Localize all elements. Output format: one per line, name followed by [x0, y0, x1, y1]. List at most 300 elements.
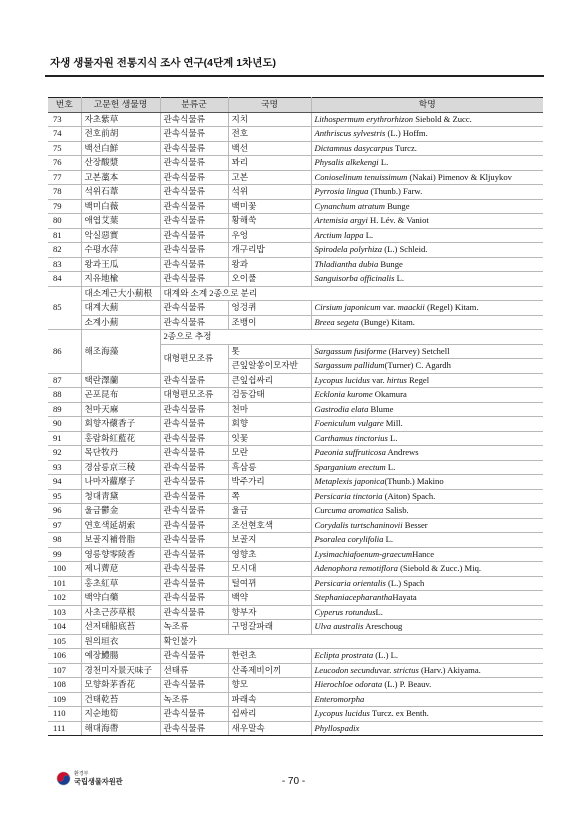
taxon-name-italic: Cyperus rotundus: [314, 606, 376, 617]
row-number: 90: [48, 417, 81, 432]
taxon-author: (Bunge) Kitam.: [358, 316, 415, 327]
scientific-name: [311, 576, 543, 591]
scientific-name: [311, 460, 543, 475]
row-number: 108: [48, 678, 81, 693]
old-literature-name: 택란澤蘭: [81, 373, 160, 388]
remark: 확인불가: [160, 634, 543, 649]
header-scientific-name: 학명: [311, 98, 543, 113]
row-number: 86: [48, 330, 81, 374]
scientific-name: [311, 605, 543, 620]
taxon-name-italic: Anthriscus sylvestris: [314, 128, 386, 139]
taxon-group: 관속식물류: [160, 156, 228, 171]
taxon-group: 선태류: [160, 663, 228, 678]
table-row: [48, 663, 543, 678]
scientific-name: [311, 562, 543, 577]
korean-name: 새우말속: [228, 721, 311, 736]
taxon-author: (L.) Spach: [385, 577, 425, 588]
korean-name: 박주가리: [228, 475, 311, 490]
table-row: [48, 504, 543, 519]
korean-name: 모시대: [228, 562, 311, 577]
taxon-author: L.: [394, 273, 405, 284]
taxon-group: 관속식물류: [160, 446, 228, 461]
table-row: [48, 402, 543, 417]
taxon-author: (Regel) Kitam.: [424, 302, 479, 313]
taxon-group: 관속식물류: [160, 605, 228, 620]
taxon-name-italic: Persicaria tinctoria: [314, 490, 383, 501]
korean-name: 황해쑥: [228, 214, 311, 229]
old-literature-name: 청대靑黛: [81, 489, 160, 504]
taxon-author: var.: [378, 664, 394, 675]
taxon-group: 관속식물류: [160, 417, 228, 432]
table-row: [48, 272, 543, 287]
old-literature-name: 영릉향零陵香: [81, 547, 160, 562]
table-row: [48, 257, 543, 272]
taxon-author: (L.) Hoffm.: [385, 128, 428, 139]
scientific-name: [311, 141, 543, 156]
table-row: [48, 330, 543, 345]
taxon-group: 대형편모조류: [160, 388, 228, 403]
korean-name: 석위: [228, 185, 311, 200]
taxon-group: 관속식물류: [160, 112, 228, 127]
table-header: [48, 98, 543, 113]
table-row: [48, 199, 543, 214]
table-row: [48, 315, 543, 330]
table-row: [48, 649, 543, 664]
institute-name: 국립생물자원관: [74, 777, 123, 786]
taxon-author: L.: [385, 461, 396, 472]
row-number: 73: [48, 112, 81, 127]
scientific-name: [311, 388, 543, 403]
scientific-name: [311, 243, 543, 258]
taxon-group: 관속식물류: [160, 678, 228, 693]
row-number: 107: [48, 663, 81, 678]
old-literature-name: 목단牧丹: [81, 446, 160, 461]
table-row: [48, 373, 543, 388]
row-number: 78: [48, 185, 81, 200]
scientific-name: [311, 721, 543, 736]
taxon-group: 관속식물류: [160, 257, 228, 272]
taxon-name-italic: Physalis alkekengi: [314, 157, 379, 168]
row-number: 79: [48, 199, 81, 214]
taxon-author: Regel: [406, 374, 430, 385]
scientific-name: [311, 373, 543, 388]
taxon-group: 관속식물류: [160, 562, 228, 577]
row-number: 75: [48, 141, 81, 156]
taxon-author: var.: [369, 374, 387, 385]
korean-name: 향모: [228, 678, 311, 693]
table-row: [48, 460, 543, 475]
table-row: [48, 228, 543, 243]
taxon-group: 관속식물류: [160, 576, 228, 591]
old-literature-name: 해대海帶: [81, 721, 160, 736]
taxon-name-italic: Lycopus lucidus: [314, 374, 370, 385]
taxon-name-italic: Sparganium erectum: [314, 461, 386, 472]
taxon-group: 관속식물류: [160, 315, 228, 330]
taxon-group: 관속식물류: [160, 373, 228, 388]
korean-name: 쪽: [228, 489, 311, 504]
table-row: [48, 388, 543, 403]
taxon-group: 관속식물류: [160, 431, 228, 446]
korean-name: 털여뀌: [228, 576, 311, 591]
taxon-group: 관속식물류: [160, 489, 228, 504]
taxon-author: Andrews: [385, 447, 419, 458]
taxon-name-italic: Metaplexis japonica: [314, 476, 385, 487]
taxon-author: Bunge: [384, 200, 410, 211]
taxon-name-italic: Leucodon secundu: [314, 664, 379, 675]
old-literature-name: 해조海藻: [81, 330, 160, 374]
korean-name: 톳: [228, 344, 311, 359]
old-literature-name: 대소계근大小薊根: [81, 286, 160, 301]
taxon-name-italic: Adenophora remotiflora: [314, 563, 398, 574]
old-literature-name: 건태乾苔: [81, 692, 160, 707]
species-table: [48, 97, 543, 736]
table-row: [48, 214, 543, 229]
table-row: [48, 562, 543, 577]
table-row: [48, 591, 543, 606]
old-literature-name: 백미白薇: [81, 199, 160, 214]
taxon-group: 녹조류: [160, 620, 228, 635]
scientific-name: [311, 533, 543, 548]
row-number: 106: [48, 649, 81, 664]
korean-name: 왕과: [228, 257, 311, 272]
old-literature-name: 지순地筍: [81, 707, 160, 722]
scientific-name: [311, 156, 543, 171]
taxon-author: (Aiton) Spach.: [382, 490, 436, 501]
table-row: [48, 243, 543, 258]
old-literature-name: 홍람화紅藍花: [81, 431, 160, 446]
row-number: 91: [48, 431, 81, 446]
old-literature-name: 회향자蘹香子: [81, 417, 160, 432]
taxon-group: 녹조류: [160, 692, 228, 707]
taxon-author: Areschoug: [363, 621, 403, 632]
row-number: 103: [48, 605, 81, 620]
taxon-author: L.: [363, 229, 374, 240]
taxon-name-italic: Stephaniacepharantha: [314, 592, 393, 603]
taxon-group: 관속식물류: [160, 228, 228, 243]
korean-name: 조뱅이: [228, 315, 311, 330]
header-number: 번호: [48, 98, 81, 113]
scientific-name: [311, 402, 543, 417]
table-row: [48, 417, 543, 432]
old-literature-name: 지유地楡: [81, 272, 160, 287]
korean-name: 검둥감태: [228, 388, 311, 403]
taxon-author: Besser: [402, 519, 428, 530]
row-number: 85: [48, 286, 81, 330]
taxon-author: (Thunb.) Makino: [384, 476, 444, 487]
table-row: [48, 489, 543, 504]
taxon-group: 관속식물류: [160, 475, 228, 490]
korean-name: 개구리밥: [228, 243, 311, 258]
scientific-name: [311, 692, 543, 707]
scientific-name: [311, 127, 543, 142]
scientific-name: [311, 214, 543, 229]
taxon-author: Hance: [412, 548, 435, 559]
old-literature-name: 연호색延胡索: [81, 518, 160, 533]
taxon-name-italic: Foeniculum vulgare: [314, 418, 384, 429]
row-number: 105: [48, 634, 81, 649]
korean-name: 잇꽃: [228, 431, 311, 446]
korean-name: 큰잎쉽싸리: [228, 373, 311, 388]
table-row: [48, 431, 543, 446]
header-taxon-group: 분류군: [160, 98, 228, 113]
korean-name: 쉽싸리: [228, 707, 311, 722]
scientific-name: [311, 199, 543, 214]
table-row: [48, 170, 543, 185]
korean-name: 큰잎알쏭이모자반: [228, 359, 311, 374]
table-row: [48, 156, 543, 171]
scientific-name: [311, 518, 543, 533]
taxon-group: 관속식물류: [160, 141, 228, 156]
korean-name: 흑삼릉: [228, 460, 311, 475]
korean-name: 백약: [228, 591, 311, 606]
taxon-name-italic: Cirsium japonicum: [314, 302, 381, 313]
taxon-name-italic: Sargassum pallidum: [314, 360, 385, 371]
korean-name: 구멍갈파래: [228, 620, 311, 635]
taxon-group: 관속식물류: [160, 170, 228, 185]
old-literature-name: 모향화茅香花: [81, 678, 160, 693]
korean-name: 조선현호색: [228, 518, 311, 533]
scientific-name: [311, 301, 543, 316]
taxon-author: (Nakai) Pimenov & Kljuykov: [407, 171, 512, 182]
korean-name: 영향초: [228, 547, 311, 562]
taxon-author: Okamura: [372, 389, 407, 400]
taxon-name-italic: Artemisia argyi: [314, 215, 368, 226]
old-literature-name: 백선白鮮: [81, 141, 160, 156]
scientific-name: [311, 257, 543, 272]
old-literature-name: 곤포昆布: [81, 388, 160, 403]
taxon-name-italic: Thladiantha dubia: [314, 258, 379, 269]
row-number: 76: [48, 156, 81, 171]
row-number: 101: [48, 576, 81, 591]
row-number: 92: [48, 446, 81, 461]
old-literature-name: 보골지補骨脂: [81, 533, 160, 548]
row-number: 74: [48, 127, 81, 142]
scientific-name: [311, 475, 543, 490]
scientific-name: [311, 547, 543, 562]
old-literature-name: 백약白藥: [81, 591, 160, 606]
taxon-author: (Siebold & Zucc.) Miq.: [397, 563, 482, 574]
scientific-name: [311, 591, 543, 606]
scientific-name: [311, 417, 543, 432]
korean-name: 지치: [228, 112, 311, 127]
taxon-name-italic: Phyllospadix: [314, 722, 360, 733]
korean-name: 산족제비이끼: [228, 663, 311, 678]
table-row: [48, 185, 543, 200]
title-divider: [45, 75, 544, 77]
remark: 대계와 소계 2종으로 분리: [160, 286, 543, 301]
taxon-name-italic: strictus: [393, 664, 419, 675]
taxon-group: 관속식물류: [160, 707, 228, 722]
taxon-name-italic: Paeonia suffruticosa: [314, 447, 386, 458]
taxon-author: (Turner) C. Agardh: [384, 360, 451, 371]
row-number: 110: [48, 707, 81, 722]
row-number: 77: [48, 170, 81, 185]
taxon-group: 관속식물류: [160, 185, 228, 200]
table-row: [48, 605, 543, 620]
korean-name: 향부자: [228, 605, 311, 620]
row-number: 88: [48, 388, 81, 403]
table-row: [48, 475, 543, 490]
taxon-name-italic: Cynanchum atratum: [314, 200, 385, 211]
taxon-name-italic: Lithospermum erythrorhizon: [314, 113, 414, 124]
korean-name: 파래속: [228, 692, 311, 707]
taxon-name-italic: Persicaria orientalis: [314, 577, 386, 588]
taxon-name-italic: Sanguisorba officinalis: [314, 273, 395, 284]
scientific-name: [311, 707, 543, 722]
row-number: 81: [48, 228, 81, 243]
scientific-name: [311, 185, 543, 200]
old-literature-name: 경삼릉京三稜: [81, 460, 160, 475]
old-literature-name: 악실惡實: [81, 228, 160, 243]
scientific-name: [311, 315, 543, 330]
taxon-group: 관속식물류: [160, 649, 228, 664]
taxon-group: 관속식물류: [160, 547, 228, 562]
table-row: [48, 446, 543, 461]
row-number: 97: [48, 518, 81, 533]
scientific-name: [311, 678, 543, 693]
old-literature-name: 자초紫草: [81, 112, 160, 127]
table-row: [48, 112, 543, 127]
korean-name: 오이풀: [228, 272, 311, 287]
taxon-group: 관속식물류: [160, 504, 228, 519]
taxon-author: Mill.: [383, 418, 403, 429]
table-row: [48, 620, 543, 635]
row-number: 84: [48, 272, 81, 287]
taxon-name-italic: Dictamnus dasycarpus: [314, 142, 394, 153]
korean-name: 백미꽃: [228, 199, 311, 214]
taxon-name-italic: Pyrrosia lingua: [314, 186, 369, 197]
table-header-row: [48, 98, 543, 113]
scientific-name: [311, 170, 543, 185]
taxon-name-italic: Lycopus lucidus: [314, 708, 370, 719]
row-number: 109: [48, 692, 81, 707]
scientific-name: [311, 228, 543, 243]
scientific-name: [311, 663, 543, 678]
table-row: [48, 576, 543, 591]
taxon-author: (Thunb.) Farw.: [368, 186, 423, 197]
row-number: 89: [48, 402, 81, 417]
taxon-group: 관속식물류: [160, 127, 228, 142]
taxon-group: 관속식물류: [160, 272, 228, 287]
taxon-group: 관속식물류: [160, 460, 228, 475]
taxon-author: (Harv.) Akiyama.: [418, 664, 481, 675]
korean-name: 전호: [228, 127, 311, 142]
korean-name: 꽈리: [228, 156, 311, 171]
old-literature-name: 경천미자景天味子: [81, 663, 160, 678]
taxon-name-italic: Lysimachiafoenum-graecum: [314, 548, 413, 559]
old-literature-name: 선저태船底苔: [81, 620, 160, 635]
row-number: 99: [48, 547, 81, 562]
taxon-name-italic: hirtus: [386, 374, 407, 385]
old-literature-name: 고본藁本: [81, 170, 160, 185]
table-row: [48, 721, 543, 736]
scientific-name: [311, 504, 543, 519]
row-number: 111: [48, 721, 81, 736]
row-number: 96: [48, 504, 81, 519]
taxon-name-italic: Gastrodia elata: [314, 403, 369, 414]
taxon-name-italic: maackii: [397, 302, 425, 313]
row-number: 83: [48, 257, 81, 272]
row-number: 98: [48, 533, 81, 548]
korean-name: 보골지: [228, 533, 311, 548]
table-row: [48, 141, 543, 156]
taxon-author: Turcz.: [393, 142, 417, 153]
old-literature-name: 천마天麻: [81, 402, 160, 417]
row-number: 100: [48, 562, 81, 577]
table-row: [48, 678, 543, 693]
korean-name: 우엉: [228, 228, 311, 243]
scientific-name: [311, 649, 543, 664]
taxon-author: Salisb.: [383, 505, 409, 516]
taxon-author: Turcz. ex Benth.: [369, 708, 429, 719]
table-row: [48, 634, 543, 649]
korean-name: 울금: [228, 504, 311, 519]
row-number: 95: [48, 489, 81, 504]
taxon-author: H. Lév. & Vaniot: [367, 215, 429, 226]
taxon-group: 관속식물류: [160, 518, 228, 533]
korean-name: 천마: [228, 402, 311, 417]
scientific-name: [311, 272, 543, 287]
row-number: 94: [48, 475, 81, 490]
taxon-name-italic: Hierochloe odorata: [314, 679, 383, 690]
row-number: 82: [48, 243, 81, 258]
taxon-name-italic: Arctium lappa: [314, 229, 364, 240]
taxon-name-italic: Corydalis turtschaninovii: [314, 519, 403, 530]
table-row: [48, 533, 543, 548]
taxon-group: 관속식물류: [160, 301, 228, 316]
taxon-name-italic: Eclipta prostrata: [314, 650, 374, 661]
taxon-name-italic: Carthamus tinctorius: [314, 432, 388, 443]
scientific-name: [311, 431, 543, 446]
taxon-name-italic: Sargassum fusiforme: [314, 345, 387, 356]
korean-name: 한련초: [228, 649, 311, 664]
taxon-name-italic: Spirodela polyrhiza: [314, 244, 383, 255]
taxon-author: L.: [375, 606, 383, 617]
table-row: [48, 707, 543, 722]
old-literature-name: 나마자蘿摩子: [81, 475, 160, 490]
table-body: [48, 112, 543, 736]
old-literature-name: 석위石葦: [81, 185, 160, 200]
taxon-author: Hayata: [392, 592, 417, 603]
old-literature-name: 예장鱧腸: [81, 649, 160, 664]
old-literature-name: 홍초紅草: [81, 576, 160, 591]
taxon-author: (Harvey) Setchell: [386, 345, 450, 356]
taxon-group: 관속식물류: [160, 199, 228, 214]
taxon-name-italic: Ecklonia kurome: [314, 389, 373, 400]
old-literature-name: 수평水萍: [81, 243, 160, 258]
table-row: [48, 127, 543, 142]
korean-name: 백선: [228, 141, 311, 156]
old-literature-name: 대계大薊: [81, 301, 160, 316]
old-literature-name: 애엽艾葉: [81, 214, 160, 229]
row-number: 102: [48, 591, 81, 606]
taxon-group: 관속식물류: [160, 402, 228, 417]
header-korean-name: 국명: [228, 98, 311, 113]
old-literature-name: 사초근莎草根: [81, 605, 160, 620]
scientific-name: [311, 489, 543, 504]
taxon-name-italic: Ulva australis: [314, 621, 364, 632]
taxon-name-italic: Breea segeta: [314, 316, 359, 327]
old-literature-name: 소계小薊: [81, 315, 160, 330]
table-row: [48, 301, 543, 316]
scientific-name: [311, 344, 543, 359]
old-literature-name: 산장酸漿: [81, 156, 160, 171]
taxon-group: 관속식물류: [160, 533, 228, 548]
taxon-author: (L.) L.: [373, 650, 398, 661]
row-number: 80: [48, 214, 81, 229]
running-title: 자생 생물자원 전통지식 조사 연구(4단계 1차년도): [50, 57, 276, 69]
table-row: [48, 518, 543, 533]
